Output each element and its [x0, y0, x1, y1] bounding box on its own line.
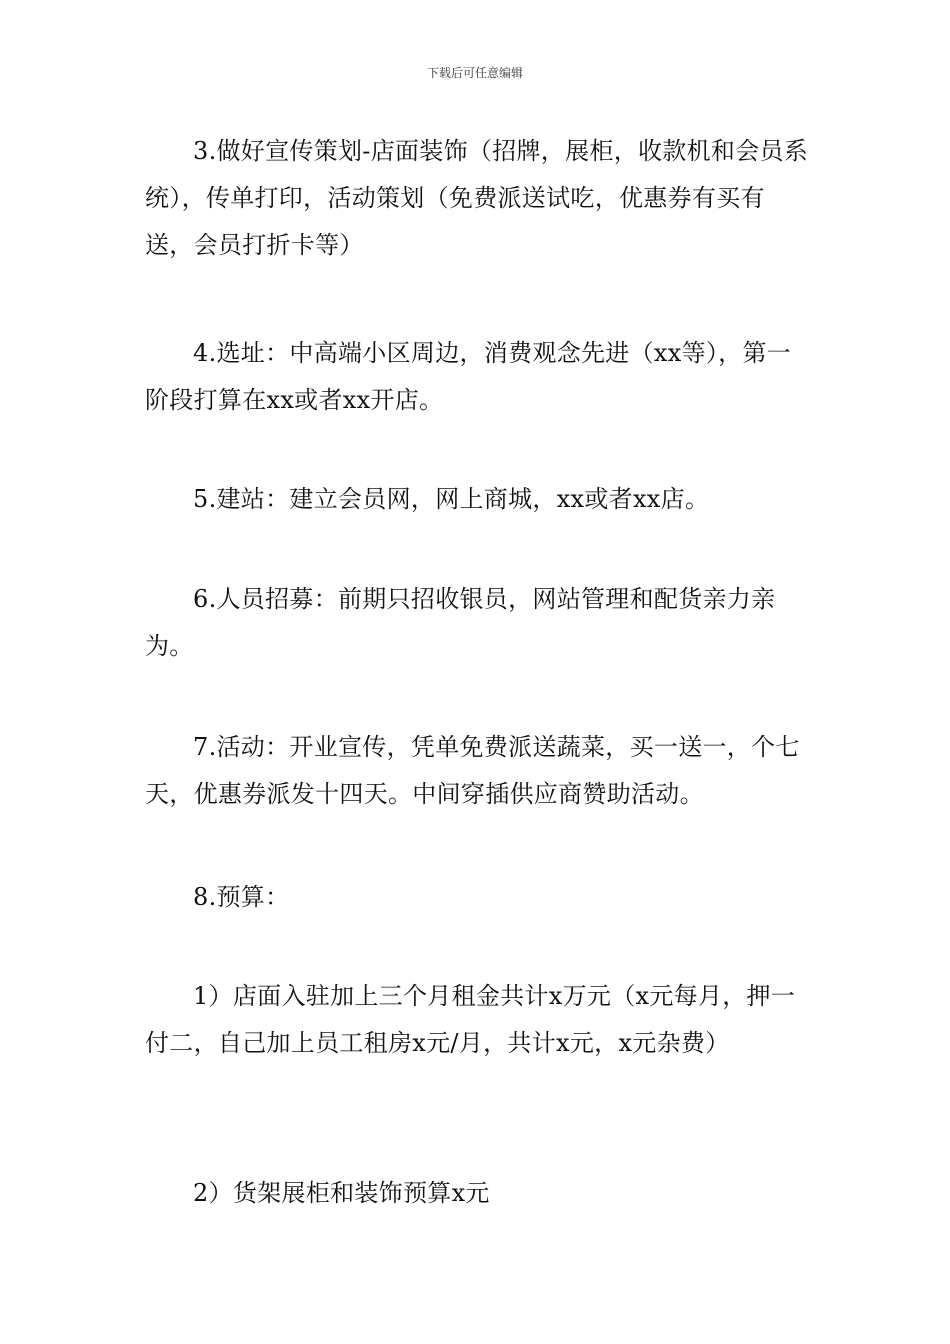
page-header: 下载后可任意编辑 — [426, 66, 523, 80]
paragraph-budget-rent: 1）店面入驻加上三个月租金共计x万元（x元每月，押一付二，自己加上员工租房x元/月，共计x元，x元杂费） — [145, 982, 796, 1057]
paragraph-website: 5.建站：建立会员网，网上商城，xx或者xx店。 — [193, 485, 710, 513]
paragraph-activities: 7.活动：开业宣传，凭单免费派送蔬菜，买一送一，个七天，优惠券派发十四天。中间穿插供应商赞助活动。 — [145, 733, 800, 808]
paragraph-recruitment: 6.人员招募：前期只招收银员，网站管理和配货亲力亲为。 — [145, 585, 776, 660]
paragraph-promotion-planning: 3.做好宣传策划-店面装饰（招牌，展柜，收款机和会员系统），传单打印，活动策划（免费派送试吃，优惠券有买有送，会员打折卡等） — [145, 137, 809, 259]
paragraph-budget-heading: 8.预算： — [193, 883, 290, 911]
paragraph-budget-shelves: 2）货架展柜和装饰预算x元 — [193, 1179, 490, 1207]
paragraph-site-selection: 4.选址：中高端小区周边，消费观念先进（xx等），第一阶段打算在xx或者xx开店。 — [145, 339, 792, 414]
